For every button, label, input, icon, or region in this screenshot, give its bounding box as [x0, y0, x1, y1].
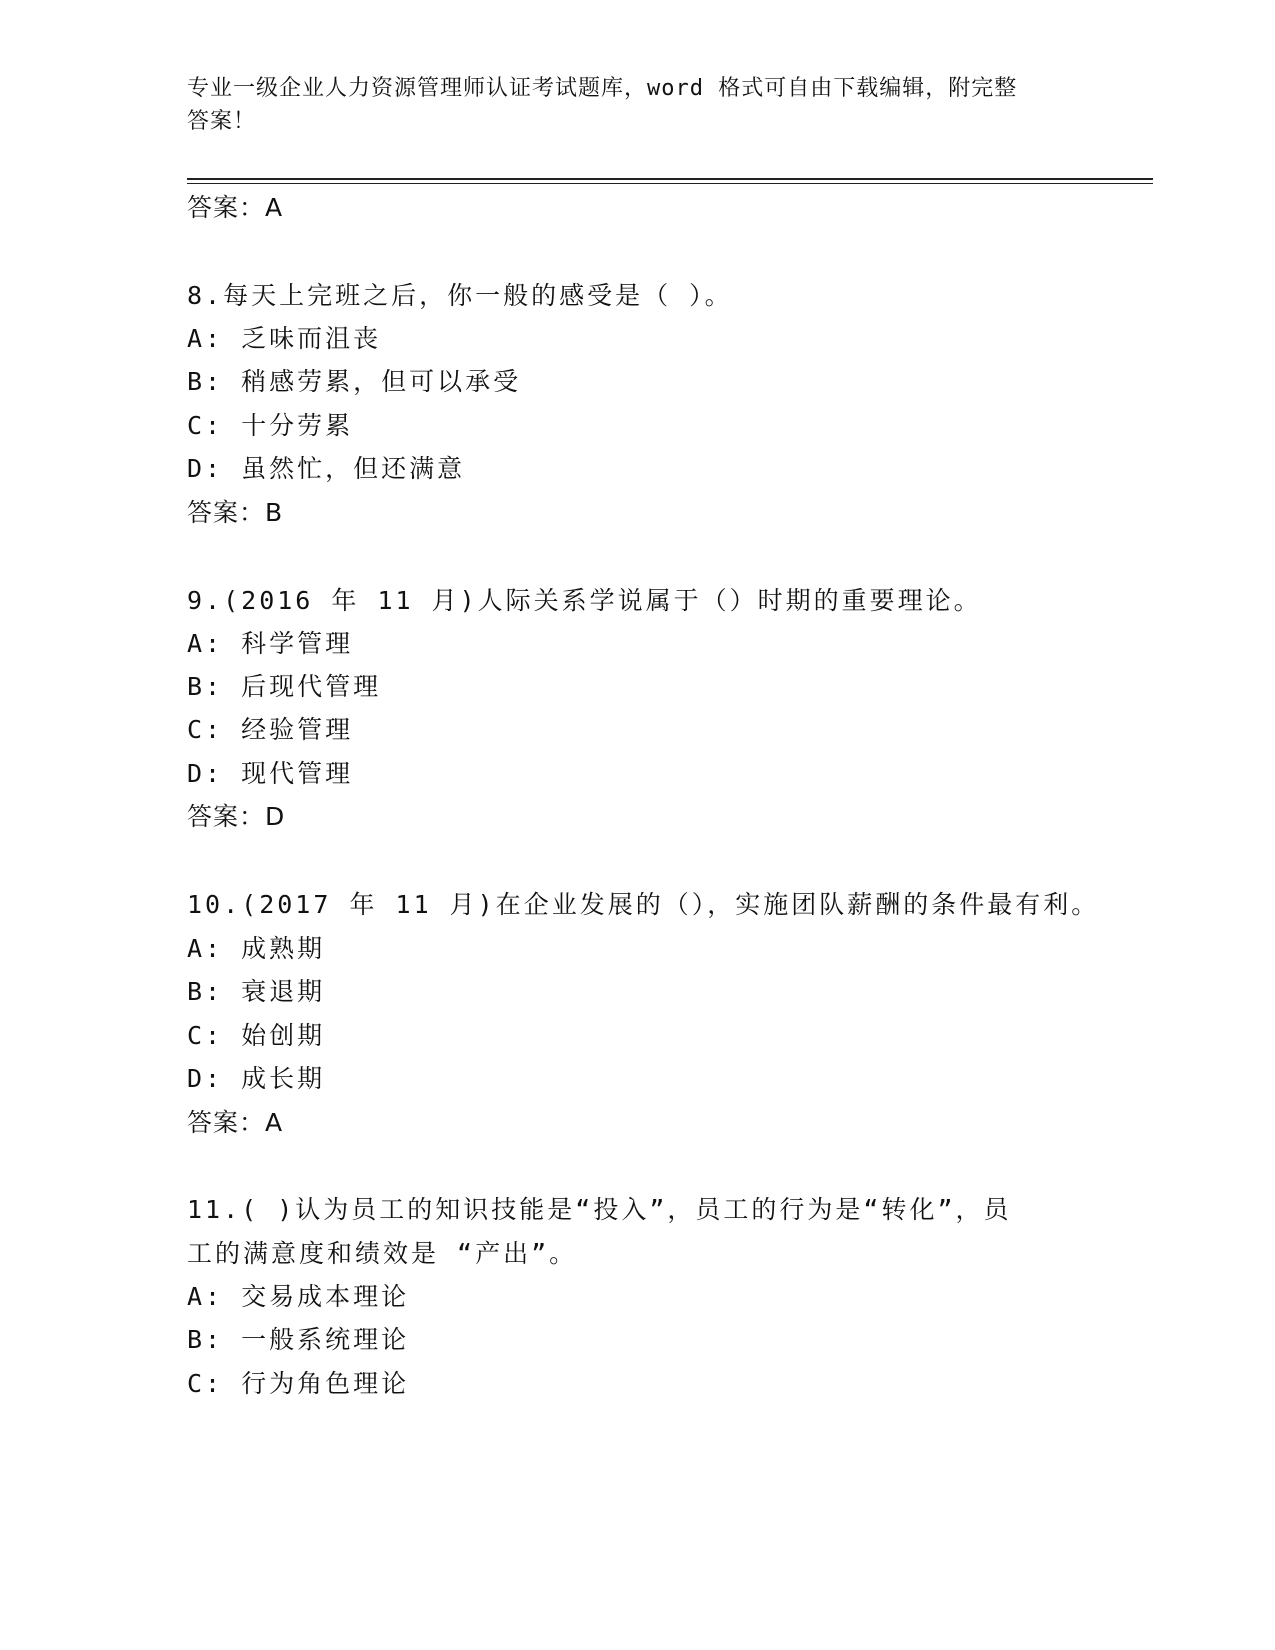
option-line: B: 衰退期 [187, 977, 326, 1006]
header-line-2: 答案！ [187, 109, 257, 134]
question-text-continued: 工的满意度和绩效是 “产出”。 [187, 1239, 578, 1268]
option-line: D: 虽然忙，但还满意 [187, 454, 466, 483]
header-divider-top [187, 178, 1153, 180]
option-line: B: 一般系统理论 [187, 1325, 410, 1354]
option-line: D: 现代管理 [187, 759, 354, 788]
question-text: 9.(2016 年 11 月)人际关系学说属于（）时期的重要理论。 [187, 586, 982, 615]
option-line: C: 经验管理 [187, 715, 354, 744]
option-line: D: 成长期 [187, 1064, 326, 1093]
header-line-1: 专业一级企业人力资源管理师认证考试题库，word 格式可自由下载编辑，附完整 [187, 76, 1018, 101]
option-line: C: 行为角色理论 [187, 1369, 410, 1398]
answer-line: 答案：A [187, 193, 284, 222]
question-text: 10.(2017 年 11 月)在企业发展的（），实施团队薪酬的条件最有利。 [187, 890, 1100, 919]
option-line: A: 科学管理 [187, 629, 354, 658]
option-line: A: 乏味而沮丧 [187, 324, 382, 353]
option-line: C: 十分劳累 [187, 411, 354, 440]
option-line: A: 成熟期 [187, 934, 326, 963]
question-text: 11.( )认为员工的知识技能是“投入”，员工的行为是“转化”，员 [187, 1195, 1012, 1224]
option-line: B: 稍感劳累，但可以承受 [187, 367, 522, 396]
answer-line: 答案：D [187, 802, 286, 831]
question-text: 8.每天上完班之后，你一般的感受是（ ）。 [187, 281, 733, 310]
document-header [187, 72, 1067, 138]
option-line: A: 交易成本理论 [187, 1282, 410, 1311]
header-divider-bottom [187, 183, 1153, 184]
option-line: B: 后现代管理 [187, 672, 382, 701]
answer-line: 答案：B [187, 498, 284, 527]
option-line: C: 始创期 [187, 1021, 326, 1050]
answer-line: 答案：A [187, 1108, 284, 1137]
